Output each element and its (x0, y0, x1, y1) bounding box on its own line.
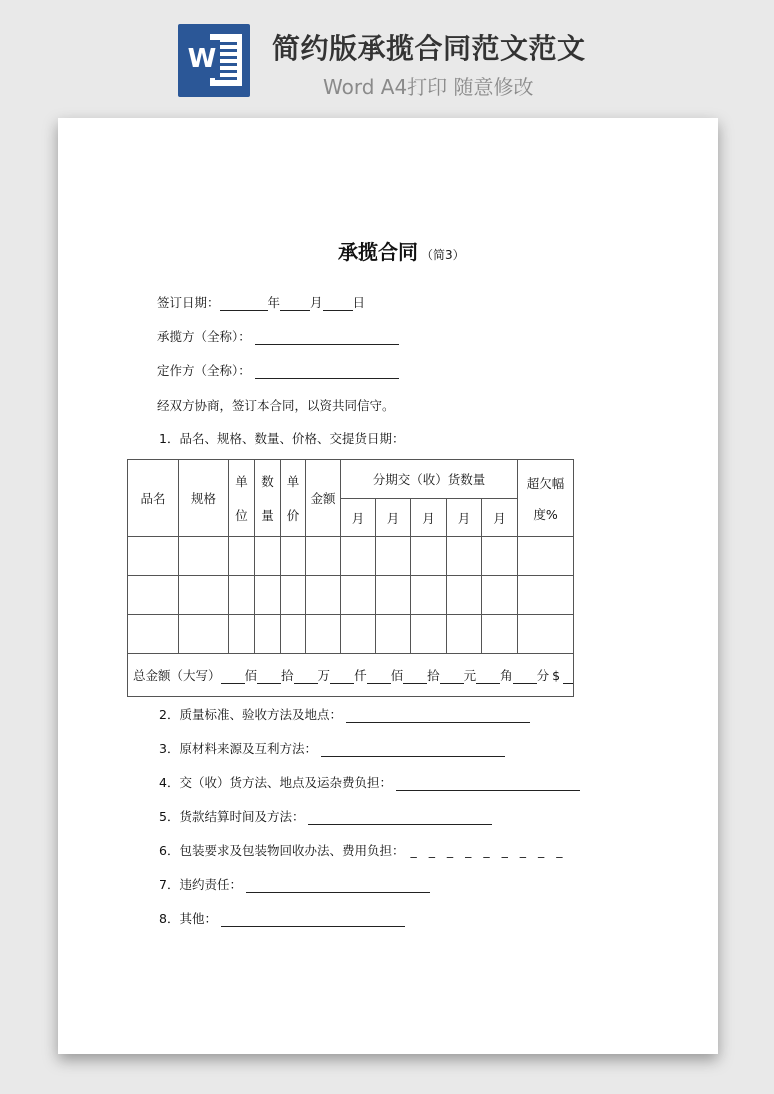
month-header: 月 (376, 499, 411, 537)
col-unit-char-2: 位 (235, 508, 248, 523)
table-cell[interactable] (229, 537, 255, 576)
table-cell[interactable] (447, 576, 482, 615)
table-cell[interactable] (229, 576, 255, 615)
item-7-blank[interactable] (246, 879, 430, 893)
table-cell[interactable] (255, 537, 281, 576)
month-header: 月 (447, 499, 482, 537)
total-unit: 元 (463, 668, 477, 683)
table-cell[interactable] (255, 576, 281, 615)
col-name-header: 品名 (128, 460, 179, 537)
table-cell[interactable] (447, 537, 482, 576)
col-amount-header: 金额 (306, 460, 341, 537)
day-blank[interactable] (323, 297, 353, 311)
year-label: 年 (267, 295, 281, 310)
col-price-header (281, 460, 306, 537)
currency-symbol: $ (552, 668, 561, 683)
item-8-line (159, 911, 405, 927)
item-5: 5．货款结算时间及方法： (159, 809, 305, 824)
table-cell[interactable] (341, 576, 376, 615)
col-over-header (518, 460, 574, 537)
item-3-blank[interactable] (321, 743, 505, 757)
col-over-line-2: 度% (533, 506, 558, 522)
total-unit: 仟 (354, 668, 367, 683)
total-unit: 拾 (427, 668, 440, 683)
col-spec-header: 规格 (179, 460, 229, 537)
table-cell[interactable] (306, 576, 341, 615)
item-8-blank[interactable] (221, 913, 405, 927)
table-row (128, 537, 574, 576)
item-6-line (159, 843, 567, 859)
item-4-line (159, 775, 580, 791)
table-cell[interactable] (281, 576, 306, 615)
table-cell[interactable] (179, 615, 229, 654)
goods-table (127, 459, 574, 697)
item-4-blank[interactable] (396, 777, 580, 791)
item-2-line (159, 707, 530, 723)
agreement-text: 经双方协商，签订本合同，以资共同信守。 (157, 398, 395, 413)
item-7-line (159, 877, 430, 893)
table-cell[interactable] (376, 615, 411, 654)
page-header (0, 0, 774, 110)
table-cell[interactable] (411, 576, 447, 615)
month-blank[interactable] (280, 297, 310, 311)
month-header: 月 (482, 499, 518, 537)
col-qty-char-2: 量 (261, 508, 274, 523)
table-cell[interactable] (482, 576, 518, 615)
document-title-note: （简3） (421, 248, 465, 262)
col-qty-header (255, 460, 281, 537)
table-cell[interactable] (411, 537, 447, 576)
item-1: 1．品名、规格、数量、价格、交提货日期： (159, 431, 405, 446)
table-cell[interactable] (229, 615, 255, 654)
month-header: 月 (411, 499, 447, 537)
item-2-blank[interactable] (346, 709, 530, 723)
document-page (58, 118, 718, 1054)
table-cell[interactable] (518, 537, 574, 576)
item-5-line (159, 809, 492, 825)
table-cell[interactable] (411, 615, 447, 654)
header-title: 简约版承揽合同范文范文 (272, 32, 586, 65)
table-cell[interactable] (128, 615, 179, 654)
item-5-blank[interactable] (308, 811, 492, 825)
word-letter: W (184, 40, 220, 78)
sign-date-label: 签订日期： (157, 295, 220, 310)
total-unit: 万 (317, 668, 331, 683)
col-qty-char-1: 数 (261, 474, 274, 489)
total-unit: 佰 (244, 668, 258, 683)
table-cell[interactable] (341, 537, 376, 576)
table-cell[interactable] (518, 576, 574, 615)
col-price-char-2: 价 (286, 508, 300, 523)
day-label: 日 (352, 295, 366, 310)
word-icon (178, 24, 250, 97)
item-6-dashes[interactable]: _ _ _ _ _ _ _ _ _ (410, 843, 567, 858)
table-cell[interactable] (179, 537, 229, 576)
table-cell[interactable] (306, 615, 341, 654)
document-title (338, 236, 465, 265)
year-blank[interactable] (220, 297, 268, 311)
contractor-blank[interactable] (255, 331, 399, 345)
client-blank[interactable] (255, 365, 399, 379)
table-cell[interactable] (518, 615, 574, 654)
table-cell[interactable] (341, 615, 376, 654)
item-2: 2．质量标准、验收方法及地点： (159, 707, 342, 722)
total-unit: 分 (536, 668, 550, 683)
col-unit-char-1: 单 (235, 474, 248, 489)
item-3: 3．原材料来源及互利方法： (159, 741, 317, 756)
table-cell[interactable] (482, 615, 518, 654)
table-cell[interactable] (281, 537, 306, 576)
total-unit: 拾 (281, 668, 294, 683)
table-cell[interactable] (281, 615, 306, 654)
table-cell[interactable] (376, 576, 411, 615)
col-delivery-header: 分期交（收）货数量 (341, 460, 518, 499)
item-3-line (159, 741, 505, 757)
table-cell[interactable] (179, 576, 229, 615)
total-amount-cell[interactable] (128, 654, 574, 697)
item-7: 7．违约责任： (159, 877, 242, 892)
month-header: 月 (341, 499, 376, 537)
table-cell[interactable] (128, 537, 179, 576)
document-title-text: 承揽合同 (338, 240, 418, 264)
header-subtitle: Word A4打印 随意修改 (323, 75, 534, 99)
table-cell[interactable] (447, 615, 482, 654)
col-unit-header (229, 460, 255, 537)
total-unit: 角 (500, 668, 513, 683)
table-row (128, 615, 574, 654)
month-label: 月 (310, 295, 323, 310)
contractor-label: 承揽方（全称）： (157, 329, 251, 344)
table-cell[interactable] (255, 615, 281, 654)
client-line (157, 363, 399, 379)
item-4: 4．交（收）货方法、地点及运杂费负担： (159, 775, 392, 790)
total-row (128, 654, 574, 697)
col-over-line-1: 超欠幅 (526, 475, 565, 491)
col-price-char-1: 单 (286, 474, 300, 489)
item-8: 8．其他： (159, 911, 217, 926)
table-cell[interactable] (306, 537, 341, 576)
table-cell[interactable] (482, 537, 518, 576)
contractor-line (157, 329, 399, 345)
item-6: 6．包装要求及包装物回收办法、费用负担： (159, 843, 405, 858)
total-unit: 佰 (390, 668, 404, 683)
sign-date-line (157, 295, 365, 311)
total-label: 总金额（大写） (133, 668, 221, 683)
table-row (128, 576, 574, 615)
table-cell[interactable] (376, 537, 411, 576)
client-label: 定作方（全称）： (157, 363, 251, 378)
table-cell[interactable] (128, 576, 179, 615)
